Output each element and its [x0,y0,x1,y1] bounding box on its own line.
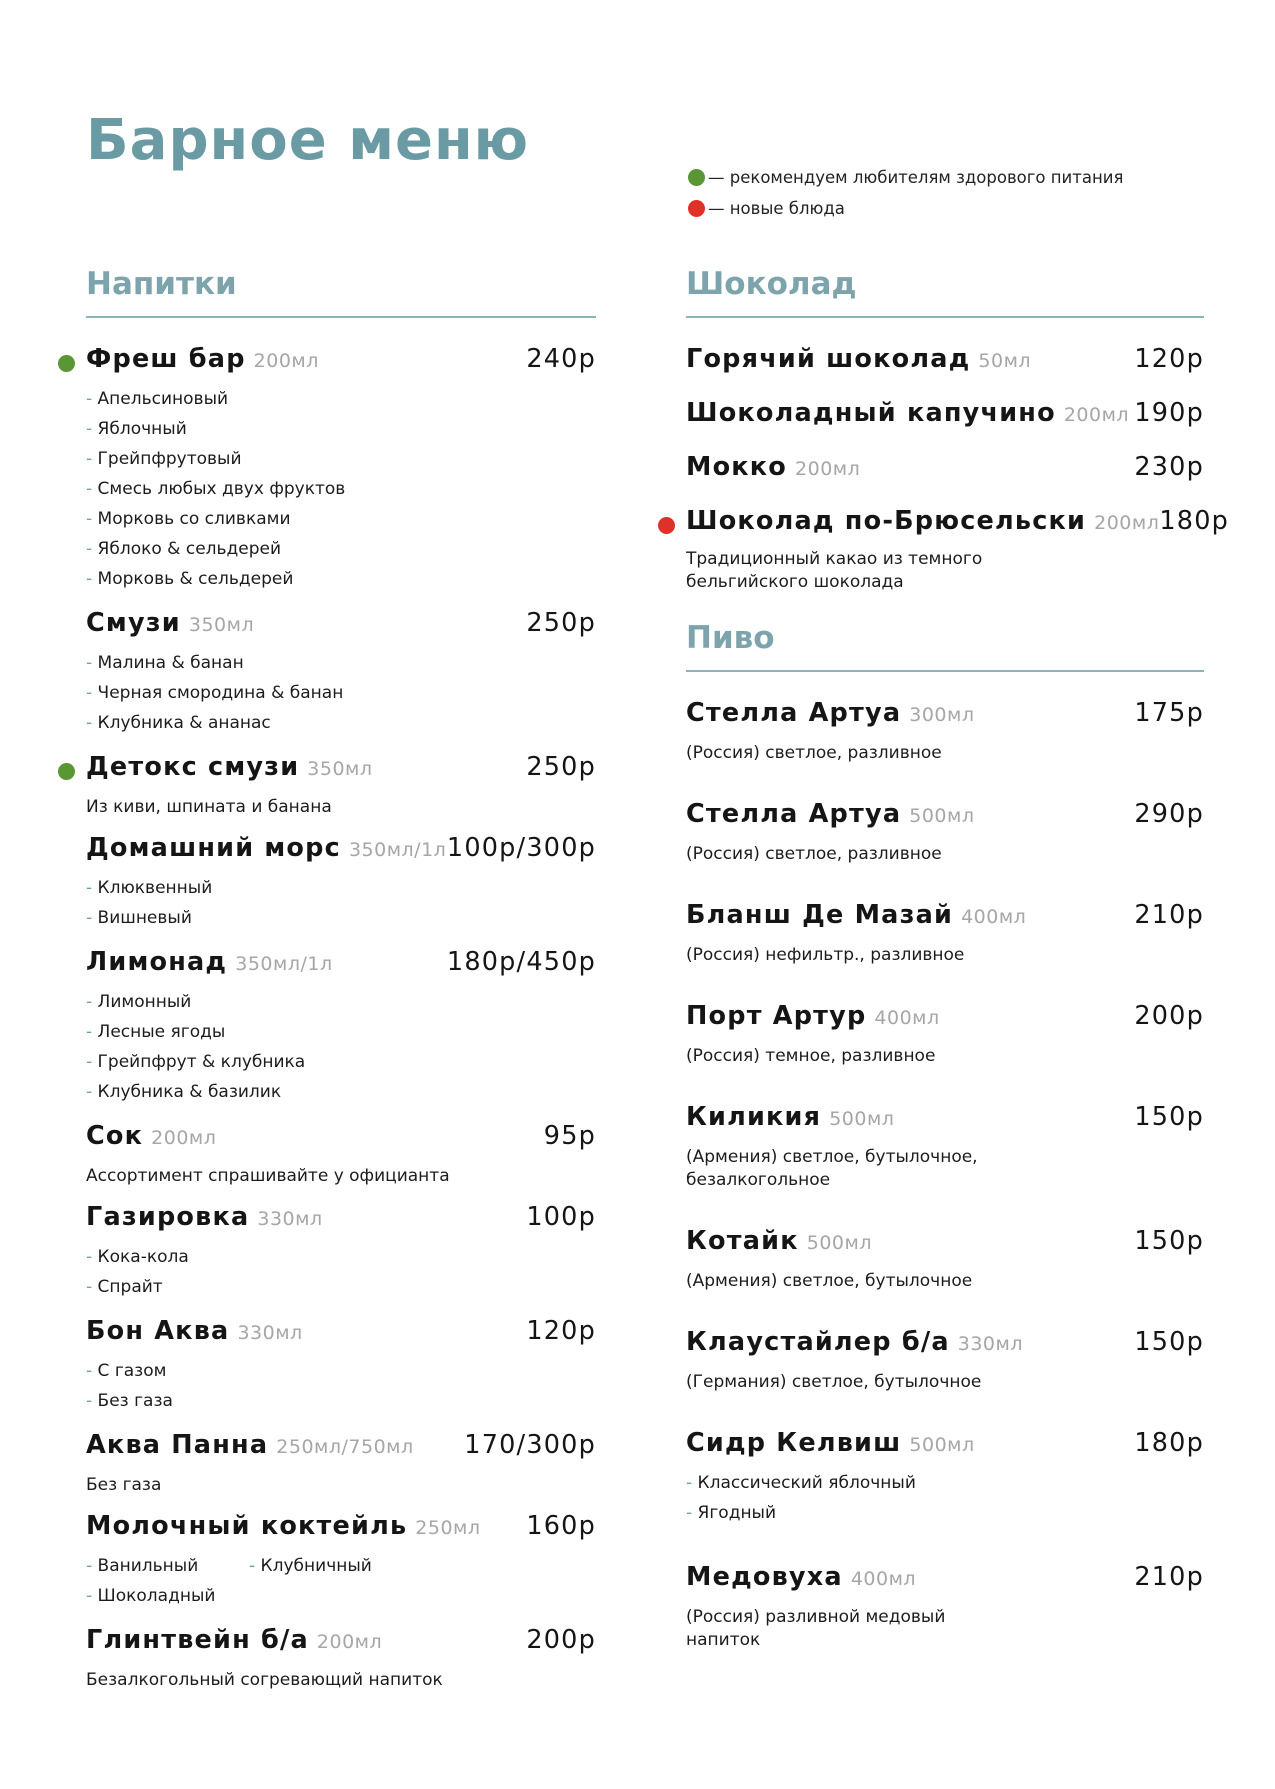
menu-item [86,1430,596,1497]
menu-item [686,799,1204,866]
item-volume: 50мл [978,350,1032,372]
page-title: Барное меню [86,108,530,173]
item-name: Медовуха [686,1562,843,1592]
item-name: Лимонад [86,947,228,977]
item-name: Мокко [686,452,788,482]
item-description: Безалкогольный согревающий напиток [86,1670,443,1690]
menu-item [686,398,1204,436]
item-heading [686,344,1031,374]
item-heading [86,1430,414,1460]
item-heading [86,833,446,863]
healthy-dot-icon [58,763,75,780]
item-description: (Россия) нефильтр., разливное [686,945,965,965]
item-row [686,1226,1204,1264]
item-heading [86,947,333,977]
item-heading [686,1428,975,1458]
item-name: Газировка [86,1202,250,1232]
item-option: - Без газа [86,1386,596,1416]
item-row [86,1511,596,1549]
item-row [86,1625,596,1663]
drinks-list [86,344,596,1692]
item-options [86,648,596,738]
item-option: - Грейпфрут & клубника [86,1047,596,1077]
item-volume: 350мл/1л [348,839,447,861]
item-name: Котайк [686,1226,799,1256]
item-option: - Яблоко & сельдерей [86,534,596,564]
item-name: Домашний морс [86,833,341,863]
item-options [86,1242,596,1302]
item-description: (Россия) темное, разливное [686,1046,936,1066]
section-title-chocolate: Шоколад [686,266,857,302]
item-name: Фреш бар [86,344,246,374]
item-volume: 300мл [909,704,975,726]
item-option: - Спрайт [86,1272,596,1302]
item-volume: 330мл [957,1333,1023,1355]
item-price: 210р [1134,900,1204,930]
item-option: - Клюквенный [86,873,596,903]
new-dot-icon [658,517,675,534]
item-description: (Россия) светлое, разливное [686,844,942,864]
menu-item [686,1562,1204,1652]
item-name: Молочный коктейль [86,1511,408,1541]
item-heading [86,608,254,638]
item-price: 230р [1134,452,1204,482]
drinks-section [86,262,596,1692]
menu-item [86,752,596,819]
item-volume: 330мл [237,1322,303,1344]
item-option: - Морковь со сливками [86,504,596,534]
item-volume: 500мл [829,1108,895,1130]
item-heading [686,799,974,829]
item-price: 150р [1134,1226,1204,1256]
item-option: - Малина & банан [86,648,596,678]
menu-item [686,900,1204,967]
item-volume: 250мл [415,1517,481,1539]
item-price: 200р [1134,1001,1204,1031]
item-name: Сок [86,1121,144,1151]
item-row [86,344,596,382]
item-description: Без газа [86,1475,162,1495]
item-option: - Ванильный [86,1551,249,1581]
item-price: 290р [1134,799,1204,829]
item-volume: 500мл [909,1434,975,1456]
item-row [686,1562,1204,1600]
item-price: 250р [526,608,596,638]
item-volume: 400мл [961,906,1027,928]
item-row [686,698,1204,736]
item-row [86,608,596,646]
item-price: 100р [526,1202,596,1232]
item-option: - Лимонный [86,987,596,1017]
item-row [86,1430,596,1468]
section-title-beer: Пиво [686,620,775,656]
left-column [86,262,596,1706]
item-row [686,452,1204,490]
item-heading [686,398,1129,428]
item-heading [686,506,1159,536]
item-options [86,384,596,594]
item-row [686,1327,1204,1365]
item-row [86,947,596,985]
menu-item [86,1121,596,1188]
item-heading [686,1226,872,1256]
item-options [86,873,596,933]
menu-item [86,608,596,738]
item-name: Стелла Артуа [686,799,902,829]
item-heading [86,1511,481,1541]
legend-text: — рекомендуем любителям здорового питания [708,168,1124,187]
healthy-dot-icon [58,355,75,372]
item-option: - Смесь любых двух фруктов [86,474,596,504]
item-options [686,1468,1204,1528]
item-volume: 400мл [850,1568,917,1590]
legend [688,162,1123,224]
item-name: Порт Артур [686,1001,867,1031]
item-price: 210р [1134,1562,1204,1592]
item-row [686,799,1204,837]
item-price: 240р [526,344,596,374]
menu-item [686,506,1230,594]
item-heading [86,1202,323,1232]
item-volume: 200мл [795,458,861,480]
item-volume: 200мл [151,1127,217,1149]
item-option: - Лесные ягоды [86,1017,596,1047]
menu-item [686,1001,1204,1068]
menu-item [686,1226,1204,1293]
item-price: 190р [1134,398,1204,428]
item-row [86,1316,596,1354]
item-price: 180р [1159,506,1230,536]
menu-item [86,833,596,933]
item-heading [686,900,1026,930]
item-name: Стелла Артуа [686,698,902,728]
item-name: Киликия [686,1102,822,1132]
beer-list [686,698,1204,1652]
item-name: Детокс смузи [86,752,300,782]
chocolate-section [686,262,1230,594]
item-price: 160р [526,1511,596,1541]
item-heading [86,344,319,374]
item-option: - Кока-кола [86,1242,596,1272]
item-heading [686,1102,894,1132]
item-volume: 500мл [806,1232,872,1254]
item-name: Сидр Келвиш [686,1428,902,1458]
item-price: 120р [1134,344,1204,374]
item-heading [86,1121,216,1151]
item-heading [86,752,373,782]
item-row [686,1428,1204,1466]
item-heading [686,1562,916,1592]
right-column [686,262,1230,1686]
menu-item [686,1102,1204,1192]
menu-item [86,947,596,1107]
item-description: (Армения) светлое, бутылочное [686,1271,973,1291]
item-price: 150р [1134,1102,1204,1132]
item-option: - Вишневый [86,903,596,933]
item-option: - Клубника & базилик [86,1077,596,1107]
menu-item [686,1327,1204,1394]
menu-item [86,1316,596,1416]
item-description: (Германия) светлое, бутылочное [686,1372,982,1392]
item-option: - Клубничный [249,1551,596,1581]
item-heading [686,1001,940,1031]
menu-item [686,698,1204,765]
beer-section [686,616,1204,1652]
item-option: - Черная смородина & банан [86,678,596,708]
item-volume: 200мл [1063,404,1130,426]
item-name: Бланш Де Мазай [686,900,954,930]
item-row [686,344,1204,382]
item-option: - Морковь & сельдерей [86,564,596,594]
menu-item [86,1202,596,1302]
item-row [686,506,1230,544]
item-price: 120р [526,1316,596,1346]
section-divider [686,670,1204,672]
item-row [86,1121,596,1159]
item-option: - Шоколадный [86,1581,249,1611]
item-heading [686,698,974,728]
item-option: - Клубника & ананас [86,708,596,738]
item-name: Смузи [86,608,181,638]
item-option: - С газом [86,1356,596,1386]
item-volume: 250мл/750мл [276,1436,414,1458]
item-option: - Апельсиновый [86,384,596,414]
menu-item [86,1511,596,1611]
item-options [86,1551,596,1611]
item-volume: 200мл [316,1631,383,1653]
item-row [686,900,1204,938]
menu-item [686,1428,1204,1528]
legend-row [688,193,1123,224]
item-volume: 350мл [188,614,255,636]
item-option: - Яблочный [86,414,596,444]
item-heading [86,1625,382,1655]
item-name: Бон Аква [86,1316,230,1346]
item-name: Глинтвейн б/а [86,1625,309,1655]
item-price: 200р [526,1625,596,1655]
legend-row [688,162,1123,193]
item-row [686,398,1204,436]
item-option: - Грейпфрутовый [86,444,596,474]
item-price: 180р [1134,1428,1204,1458]
item-name: Аква Панна [86,1430,269,1460]
item-name: Шоколадный капучино [686,398,1056,428]
item-description: Традиционный какао из темного бельгийского шоколада [686,549,983,592]
item-volume: 350мл/1л [235,953,333,975]
section-divider [86,316,596,318]
item-row [686,1102,1204,1140]
menu-item [686,344,1204,382]
item-price: 150р [1134,1327,1204,1357]
item-volume: 500мл [909,805,975,827]
healthy-dot-icon [688,169,705,186]
item-description: (Армения) светлое, бутылочное, безалкогольное [686,1147,978,1190]
item-option: - Классический яблочный [686,1468,1204,1498]
item-description: Из киви, шпината и банана [86,797,332,817]
legend-text: — новые блюда [708,199,845,218]
item-volume: 330мл [257,1208,323,1230]
item-name: Клаустайлер б/а [686,1327,950,1357]
section-divider [686,316,1204,318]
menu-item [86,344,596,594]
item-description: Ассортимент спрашивайте у официанта [86,1166,450,1186]
item-volume: 400мл [874,1007,940,1029]
chocolate-list [686,344,1230,594]
item-name: Шоколад по-Брюсельски [686,506,1087,536]
item-price: 170/300р [464,1430,596,1460]
section-title-drinks: Напитки [86,266,237,302]
menu-item [86,1625,596,1692]
item-row [86,833,596,871]
item-description: (Россия) разливной медовый напиток [686,1607,946,1650]
item-row [86,1202,596,1240]
item-description: (Россия) светлое, разливное [686,743,942,763]
item-heading [686,1327,1023,1357]
item-price: 250р [526,752,596,782]
item-row [686,1001,1204,1039]
item-volume: 200мл [1094,512,1160,534]
item-options [86,987,596,1107]
item-heading [86,1316,303,1346]
item-price: 100р/300р [446,833,596,863]
new-dot-icon [688,200,705,217]
item-price: 180р/450р [446,947,596,977]
item-volume: 350мл [307,758,373,780]
item-heading [686,452,860,482]
item-options [86,1356,596,1416]
item-option: - Ягодный [686,1498,1204,1528]
item-price: 95р [543,1121,596,1151]
item-volume: 200мл [253,350,319,372]
item-price: 175р [1134,698,1204,728]
item-name: Горячий шоколад [686,344,971,374]
menu-item [686,452,1204,490]
item-row [86,752,596,790]
